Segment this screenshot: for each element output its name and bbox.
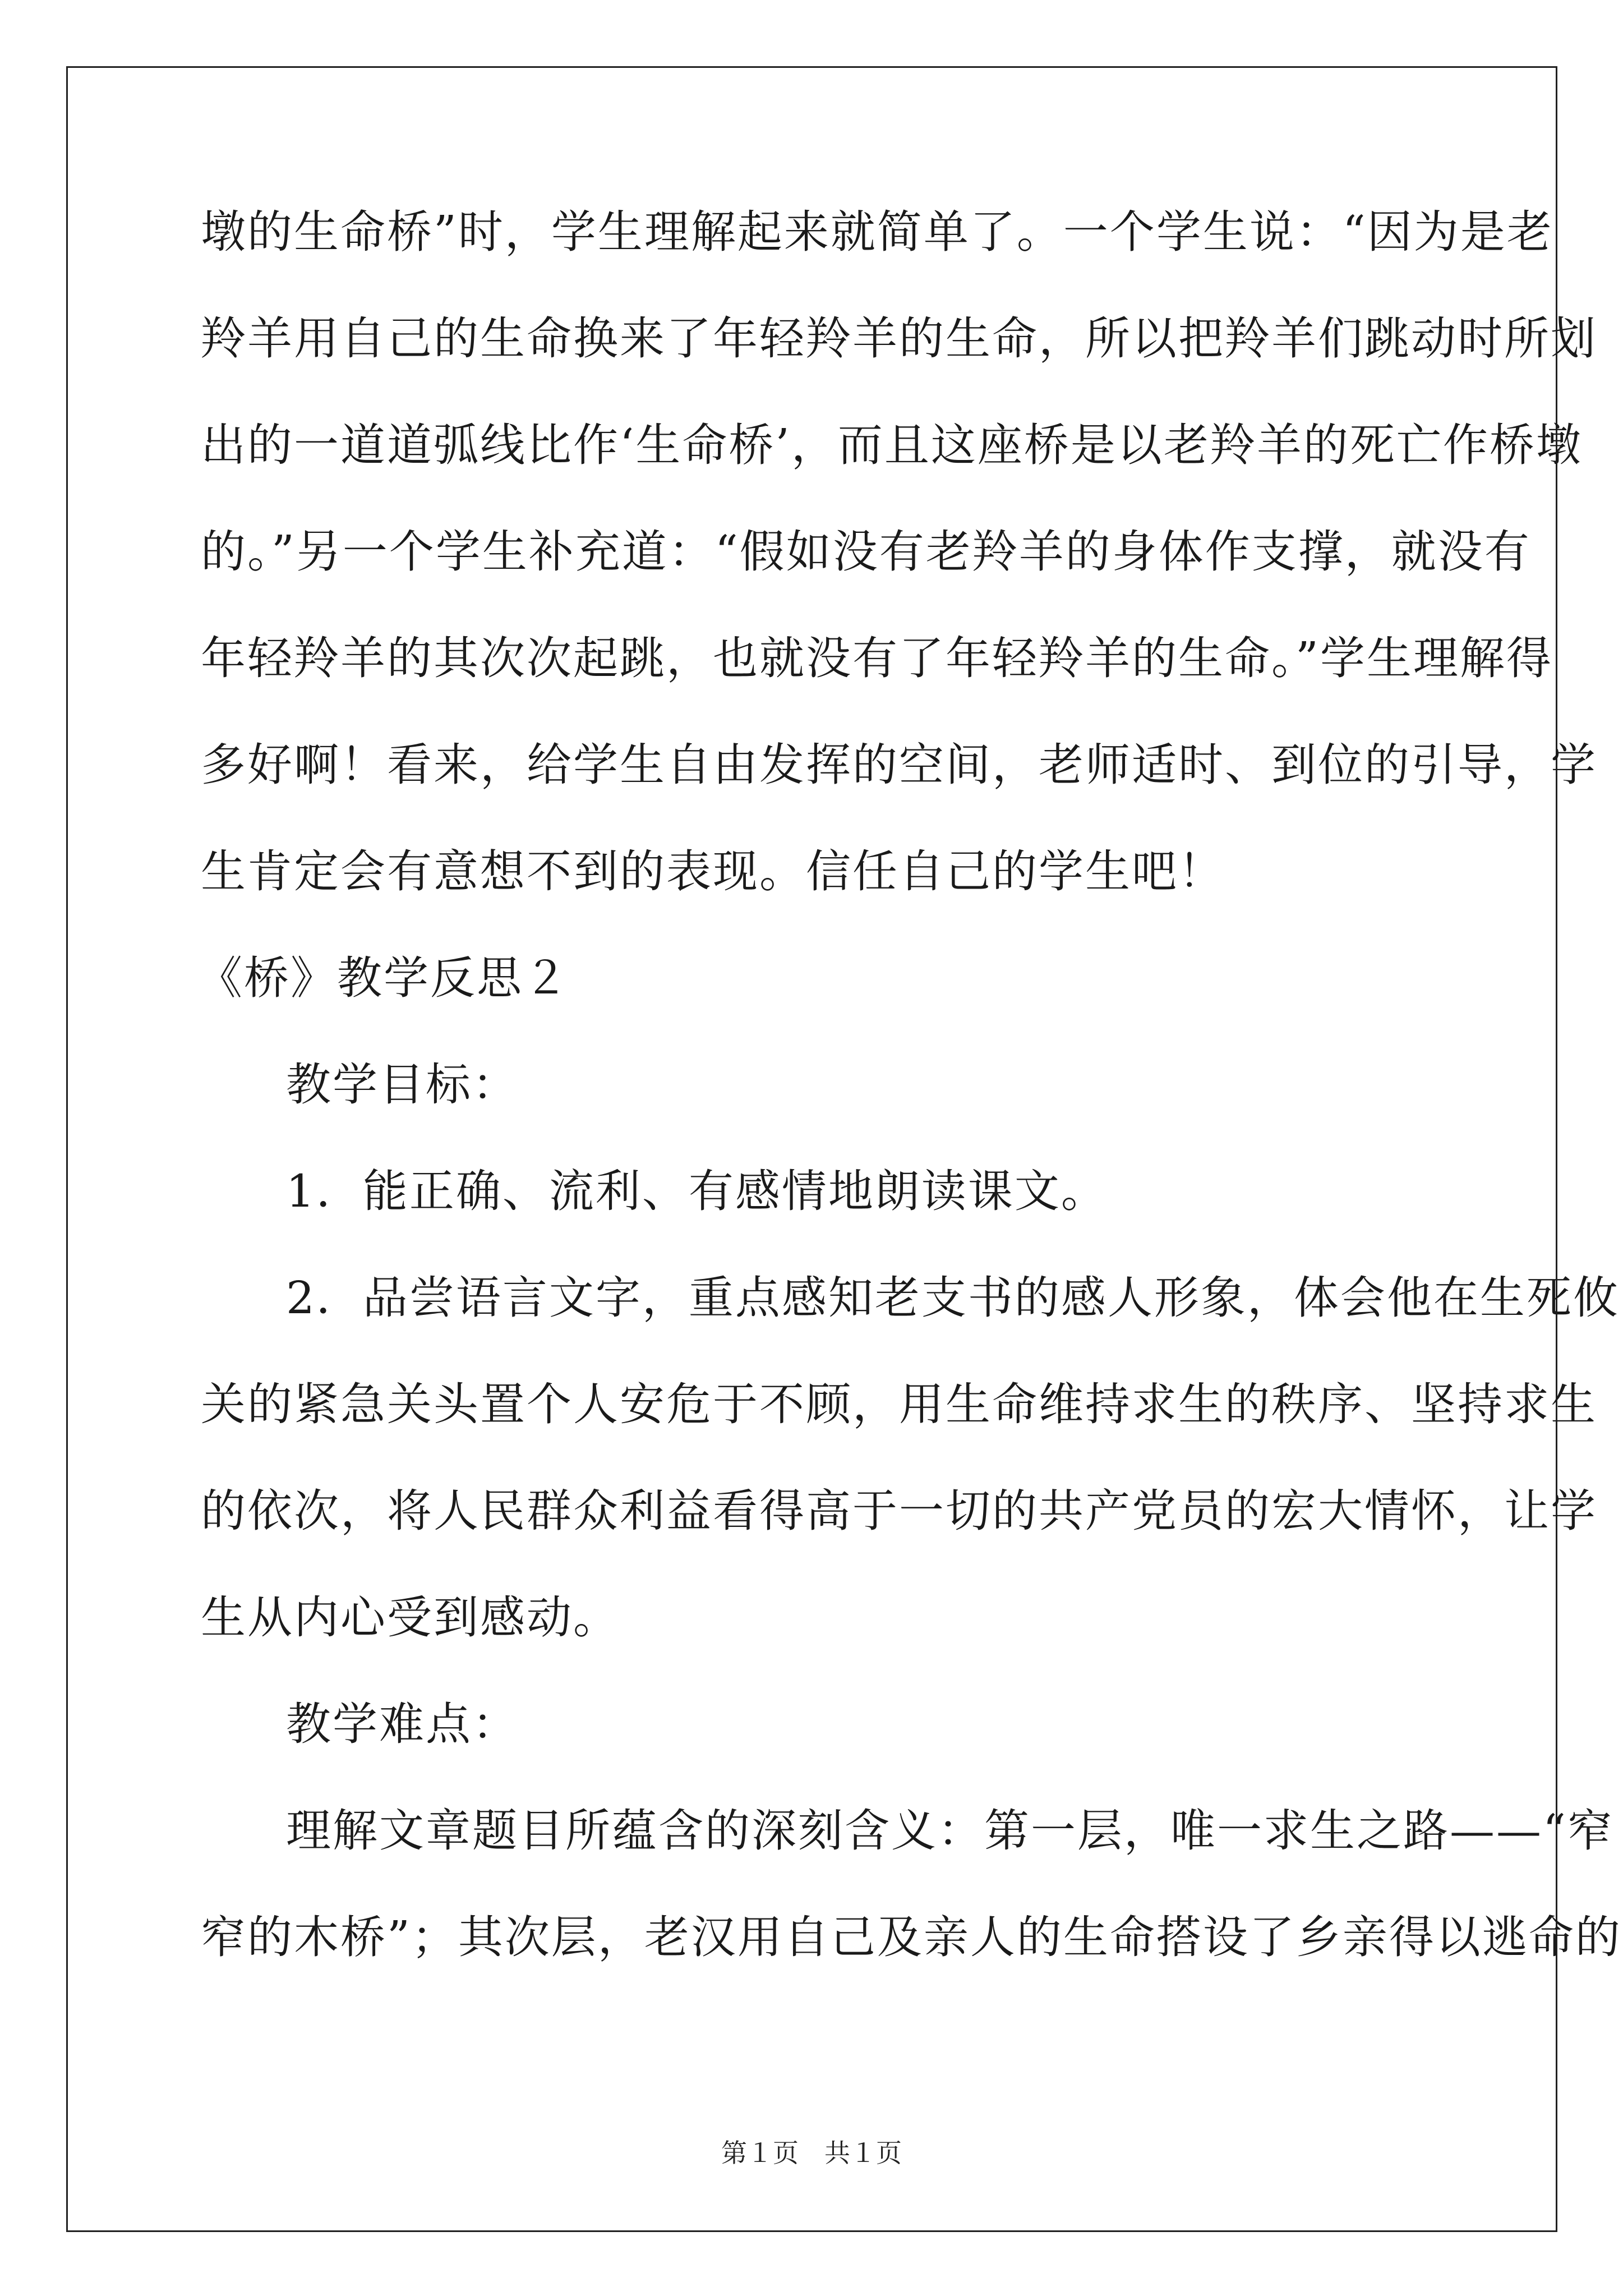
paragraph-line: 理解文章题目所蕴含的深刻含义：第一层，唯一求生之路——“窄 [286,1805,1614,1857]
paragraph-line: 的依次，将人民群众利益看得高于一切的共产党员的宏大情怀，让学 [201,1485,1597,1537]
paragraph-line: 生肯定会有意想不到的表现。信任自己的学生吧！ [201,845,1225,898]
paragraph-line: 生从内心受到感动。 [201,1591,620,1644]
paragraph-line: 窄的木桥”；其次层，老汉用自己及亲人的生命搭设了乡亲得以逃命的 [201,1911,1622,1963]
page-footer: 第１页 共１页 [721,2138,902,2168]
paragraph-line: 的。”另一个学生补充道：“假如没有老羚羊的身体作支撑，就没有 [201,526,1531,578]
paragraph-line: 墩的生命桥”时，学生理解起来就简单了。一个学生说：“因为是老 [201,206,1553,258]
section-title: 《桥》教学反思２ [197,952,570,1004]
section-heading: 教学难点： [286,1698,519,1750]
paragraph-line: 多好啊！看来，给学生自由发挥的空间，老师适时、到位的引导，学 [201,739,1597,791]
paragraph-line: 关的紧急关头置个人安危于不顾，用生命维持求生的秩序、坚持求生 [201,1378,1597,1430]
paragraph-line: 1．能正确、流利、有感情地朗读课文。 [286,1165,1108,1217]
paragraph-line: 出的一道道弧线比作‘生命桥’，而且这座桥是以老羚羊的死亡作桥墩 [201,419,1583,471]
section-heading: 教学目标： [286,1059,519,1111]
paragraph-line: 2．品尝语言文字，重点感知老支书的感人形象，体会他在生死攸 [286,1272,1620,1324]
paragraph-line: 羚羊用自己的生命换来了年轻羚羊的生命，所以把羚羊们跳动时所划 [201,312,1597,365]
page-border [66,66,1622,2232]
paragraph-line: 年轻羚羊的其次次起跳，也就没有了年轻羚羊的生命。”学生理解得 [201,632,1553,684]
